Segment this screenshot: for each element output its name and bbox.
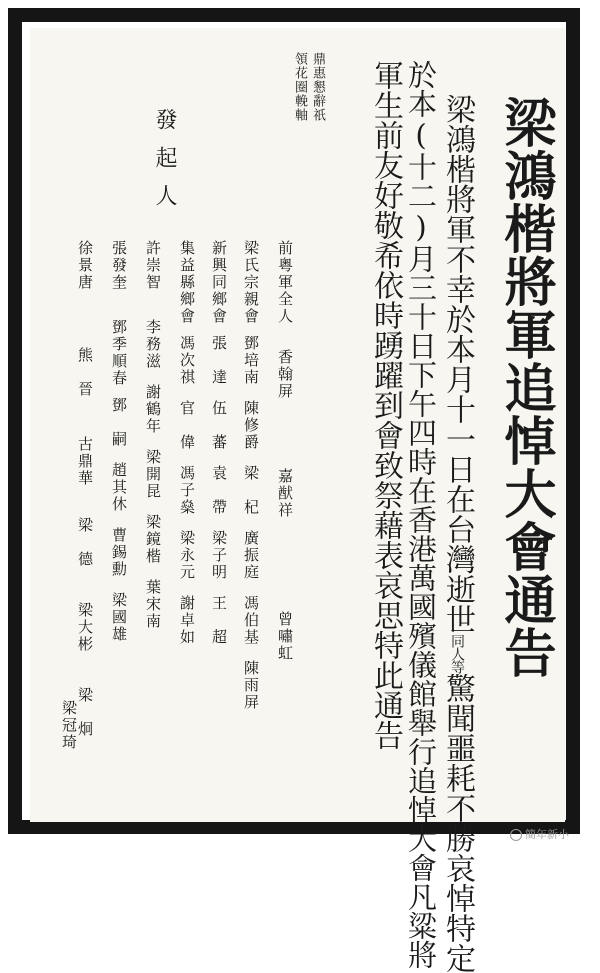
name-entry: 梁開昆 <box>144 449 162 500</box>
name-entry: 嘉猷祥 <box>276 468 294 519</box>
name-column-7 <box>76 240 94 738</box>
note-line-2: 領花圈輓軸 <box>292 52 307 122</box>
name-entry: 梁國雄 <box>110 592 128 643</box>
name-entry: 梁永元 <box>178 530 196 581</box>
name-entry: 梁大彬 <box>76 602 94 653</box>
name-entry: 謝鶴年 <box>144 384 162 435</box>
name-column-4 <box>178 240 196 646</box>
name-entry: 曾嘯虹 <box>276 611 294 662</box>
body-line-2: 於本(十二)月三十日下午四時在香港萬國殯儀館舉行追悼大會凡粱將 <box>404 60 438 969</box>
name-entry: 古鼎華 <box>76 436 94 487</box>
body-line-1-small: 同人等 <box>449 634 465 673</box>
name-entry: 馮伯基 <box>242 595 260 646</box>
name-entry: 趙其休 <box>110 462 128 513</box>
name-column-8 <box>60 700 78 751</box>
watermark-text: 簡年新小 <box>525 828 569 841</box>
name-entry: 梁鏡楷 <box>144 514 162 565</box>
name-entry: 前粵軍全人 <box>276 240 294 325</box>
name-entry: 陳雨屏 <box>242 660 260 711</box>
chat-bubble-icon <box>510 829 522 841</box>
name-entry: 陳修爵 <box>242 400 260 451</box>
name-entry: 王 超 <box>210 595 228 646</box>
name-column-5 <box>144 240 162 630</box>
name-entry: 葉宋南 <box>144 579 162 630</box>
name-entry: 張 達 <box>210 335 228 386</box>
name-entry: 新興同鄉會 <box>210 240 228 325</box>
name-entry: 熊 晉 <box>76 347 94 398</box>
name-entry: 梁 德 <box>76 517 94 568</box>
name-entry: 香翰屏 <box>276 349 294 400</box>
watermark <box>510 826 569 842</box>
name-entry: 李務滋 <box>144 319 162 370</box>
name-entry: 伍 蕃 <box>210 400 228 451</box>
body-line-1 <box>440 94 474 973</box>
name-entry: 張發奎 <box>110 240 128 291</box>
name-entry: 鄧季順春 <box>110 319 128 387</box>
body-line-3: 軍生前友好敬希依時踴躍到會致祭藉表哀思特此通告 <box>368 60 403 750</box>
name-entry: 馮子燊 <box>178 465 196 516</box>
name-entry: 梁 炯 <box>76 687 94 738</box>
notice-title: 梁鴻楷將軍追悼大會通告 <box>495 96 556 679</box>
name-entry: 袁 帶 <box>210 465 228 516</box>
name-entry: 馮次祺 <box>178 335 196 386</box>
name-entry: 徐景唐 <box>76 240 94 291</box>
body-line-1-tail: 驚聞噩耗不勝哀悼特定 <box>440 673 475 973</box>
name-column-3 <box>210 240 228 646</box>
name-entry: 許崇智 <box>144 240 162 291</box>
name-entry: 鄧 嗣 <box>110 397 128 448</box>
organizer-label: 發起人 <box>152 108 177 222</box>
note-line-1: 鼎惠懇辭祇 <box>310 52 325 122</box>
name-entry: 梁冠琦 <box>60 700 78 751</box>
name-entry: 曹錫勳 <box>110 527 128 578</box>
name-entry: 官 偉 <box>178 400 196 451</box>
name-entry: 梁子明 <box>210 530 228 581</box>
name-entry: 梁 杞 <box>242 465 260 516</box>
name-entry: 廣振庭 <box>242 530 260 581</box>
name-column-1 <box>276 240 294 662</box>
name-column-2 <box>242 240 260 711</box>
name-entry: 謝卓如 <box>178 595 196 646</box>
name-entry: 梁氏宗親會 <box>242 240 260 325</box>
name-column-6 <box>110 240 128 643</box>
name-entry: 集益縣鄉會 <box>178 240 196 325</box>
body-line-1-main: 梁鴻楷將軍不幸於本月十一日在台灣逝世 <box>440 94 475 634</box>
name-entry: 鄧培南 <box>242 335 260 386</box>
